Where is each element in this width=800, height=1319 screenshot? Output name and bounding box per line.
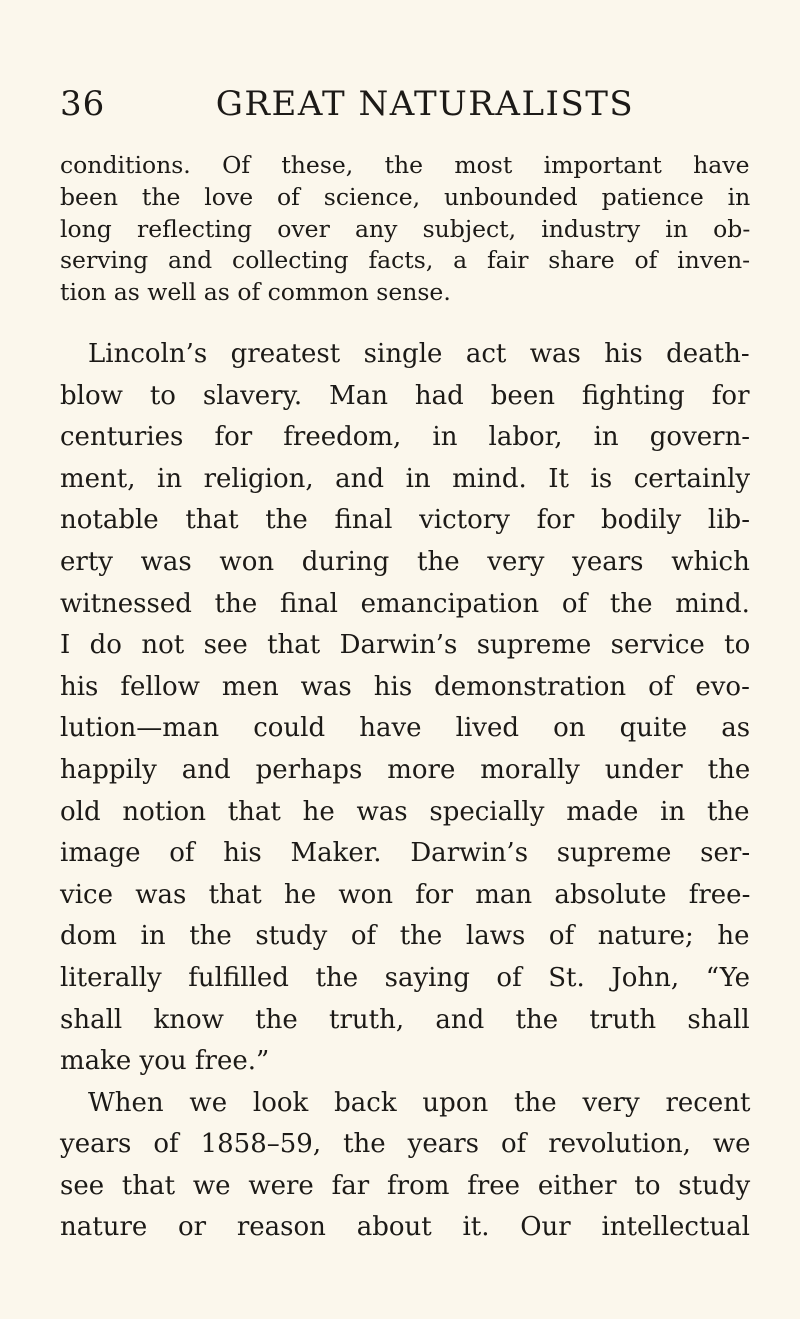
text-line: see that we were far from free either to study xyxy=(60,1170,751,1201)
text-line: centuries for freedom, in labor, in govern- xyxy=(60,422,751,453)
text-line: When we look back upon the very recent xyxy=(88,1087,751,1118)
text-line: Lincoln’s greatest single act was his death- xyxy=(88,339,750,369)
text-line: shall know the truth, and the truth shall xyxy=(60,1004,750,1035)
text-line: erty was won during the very years which xyxy=(60,546,750,577)
text-line: dom in the study of the laws of nature; he xyxy=(60,921,750,952)
paragraph-lincoln-darwin xyxy=(60,334,750,1249)
text-line: literally fulfilled the saying of St. John, “Ye xyxy=(60,962,751,993)
text-line: old notion that he was specially made in the xyxy=(60,796,750,827)
text-line: ment, in religion, and in mind. It is certainly xyxy=(60,463,751,494)
running-title: GREAT NATURALISTS xyxy=(215,84,635,124)
text-line: vice was that he won for man absolute free- xyxy=(60,879,751,910)
text-line: serving and collecting facts, a fair share of inven- xyxy=(60,246,751,275)
text-line: notable that the final victory for bodily lib- xyxy=(60,505,750,536)
text-line: witnessed the final emancipation of the mind. xyxy=(60,588,750,619)
text-line: happily and perhaps more morally under the xyxy=(60,754,751,785)
text-line: been the love of science, unbounded patience in xyxy=(60,182,751,211)
page-number: 36 xyxy=(60,84,106,124)
text-line: his fellow men was his demonstration of evo- xyxy=(60,671,750,702)
text-line: conditions. Of these, the most important have xyxy=(60,151,750,179)
text-line: nature or reason about it. Our intellectual xyxy=(60,1212,750,1243)
text-line: make you free.” xyxy=(60,1046,270,1077)
text-line: image of his Maker. Darwin’s supreme ser- xyxy=(60,838,751,869)
text-line: long reflecting over any subject, industry in ob- xyxy=(60,214,751,243)
text-line: I do not see that Darwin’s supreme service to xyxy=(60,630,751,661)
text-line: lution—man could have lived on quite as xyxy=(60,713,751,744)
paragraph-conditions xyxy=(60,150,750,309)
text-line: tion as well as of common sense. xyxy=(60,278,451,307)
text-line: blow to slavery. Man had been fighting for xyxy=(60,380,750,411)
text-line: years of 1858–59, the years of revolution, we xyxy=(60,1129,751,1160)
running-head xyxy=(60,84,750,144)
